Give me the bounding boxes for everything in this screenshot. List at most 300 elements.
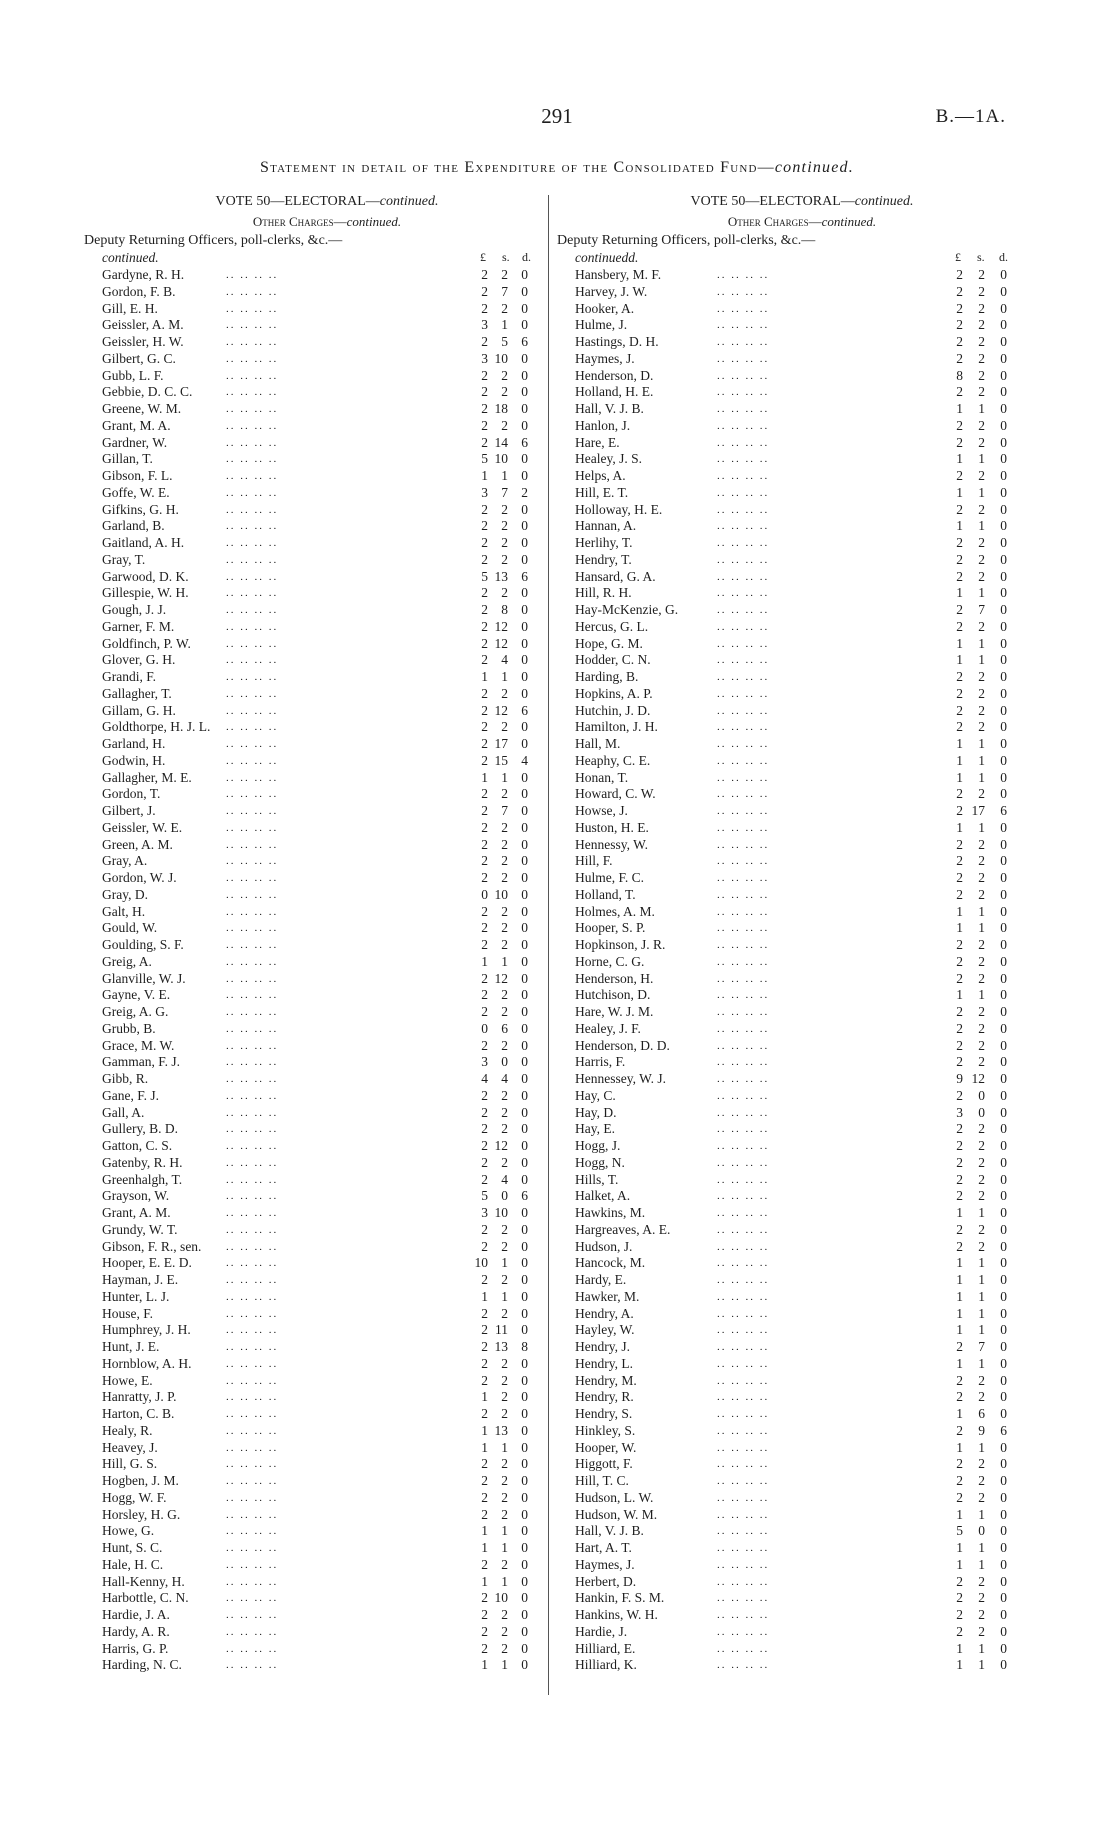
payee-name: Hunt, S. C. (102, 1540, 163, 1555)
amount-pence: 0 (1000, 702, 1007, 718)
ledger-row (84, 1239, 540, 1256)
vote-heading (114, 192, 540, 212)
amount-pence: 0 (521, 401, 528, 416)
amount-pounds: 2 (481, 652, 488, 668)
amount-pence: 0 (1000, 401, 1007, 416)
amount-shillings: 1 (501, 1439, 508, 1455)
leader-dots: .. .. .. .. (717, 1006, 770, 1018)
payee-name: Hunt, J. E. (102, 1339, 160, 1354)
amount-pence: 0 (1000, 953, 1007, 969)
ledger-row (84, 669, 540, 686)
payee-name: Garwood, D. K. (102, 568, 189, 584)
leader-dots: .. .. .. .. (226, 1190, 279, 1203)
amount-pounds: 2 (956, 334, 963, 349)
leader-dots: .. .. .. .. (717, 1073, 770, 1085)
amount-pence: 0 (1000, 618, 1007, 634)
ledger-row (84, 284, 540, 301)
payee-name: Gordon, T. (102, 786, 161, 802)
amount-shillings: 2 (501, 300, 508, 316)
amount-pence: 0 (521, 1020, 528, 1036)
ledger-row (557, 1590, 1017, 1607)
payee-name: Grant, A. M. (102, 1205, 171, 1220)
leader-dots: .. .. .. .. (717, 1575, 770, 1588)
amount-shillings: 2 (978, 283, 985, 299)
payee-name: Geissler, A. M. (102, 317, 184, 333)
ledger-row (84, 1574, 540, 1591)
amount-shillings: 2 (978, 1372, 985, 1388)
amount-pence: 0 (521, 1171, 528, 1187)
ledger-row (557, 384, 1017, 401)
section-continued-row (84, 250, 540, 267)
amount-pence: 0 (521, 652, 528, 668)
amount-shillings: 2 (501, 819, 508, 835)
amount-pence: 0 (521, 1406, 528, 1421)
amount-pounds: 1 (481, 1573, 488, 1589)
leader-dots: .. .. .. .. (226, 1207, 279, 1219)
ledger-row (84, 1540, 540, 1557)
amount-shillings: 12 (494, 702, 508, 718)
amount-pounds: 1 (481, 669, 488, 684)
amount-pounds: 2 (481, 1640, 488, 1656)
amount-pounds: 2 (956, 1473, 963, 1488)
amount-pounds: 2 (481, 903, 488, 919)
amount-pence: 0 (521, 1138, 528, 1153)
ledger-row (557, 770, 1017, 787)
amount-pounds: 1 (956, 1640, 963, 1656)
amount-shillings: 2 (978, 1489, 985, 1505)
payee-name: Galt, H. (102, 903, 146, 919)
leader-dots: .. .. .. .. (226, 1022, 279, 1035)
amount-pence: 0 (1000, 1272, 1007, 1287)
leader-dots: .. .. .. .. (717, 1458, 770, 1471)
payee-name: Hill, R. H. (575, 585, 632, 601)
leader-dots: .. .. .. .. (226, 1274, 279, 1286)
amount-shillings: 1 (501, 1523, 508, 1539)
payee-name: Harris, F. (575, 1054, 626, 1070)
ledger-row (84, 1523, 540, 1540)
leader-dots: .. .. .. .. (717, 771, 770, 784)
ledger-row (557, 1356, 1017, 1373)
amount-pounds: 2 (956, 1054, 963, 1070)
leader-dots: .. .. .. .. (226, 436, 279, 449)
leader-dots: .. .. .. .. (717, 352, 770, 365)
leader-dots: .. .. .. .. (226, 1408, 279, 1420)
ledger-row (84, 770, 540, 787)
amount-pounds: 2 (481, 518, 488, 534)
amount-pence: 0 (521, 585, 528, 601)
payee-name: Healey, J. S. (575, 451, 642, 467)
amount-shillings: 18 (494, 401, 508, 416)
amount-shillings: 12 (494, 635, 508, 651)
payee-name: Gardner, W. (102, 434, 168, 450)
amount-shillings: 2 (978, 535, 985, 550)
ledger-row (84, 1188, 540, 1205)
payee-name: Howe, E. (102, 1372, 153, 1388)
payee-name: Hanlon, J. (575, 417, 631, 433)
amount-shillings: 2 (978, 1138, 985, 1153)
amount-shillings: 2 (978, 468, 985, 483)
ledger-row (84, 384, 540, 401)
amount-shillings: 8 (501, 602, 508, 617)
amount-pounds: 2 (481, 1238, 488, 1254)
leader-dots: .. .. .. .. (226, 989, 279, 1002)
amount-pounds: 2 (481, 334, 488, 349)
ledger-row (84, 502, 540, 519)
leader-dots: .. .. .. .. (717, 403, 770, 415)
leader-dots: .. .. .. .. (717, 1659, 770, 1672)
amount-pounds: 1 (956, 1255, 963, 1271)
amount-pounds: 2 (956, 1238, 963, 1254)
amount-pence: 0 (521, 1607, 528, 1622)
ledger-row (557, 703, 1017, 720)
amount-pounds: 2 (956, 1037, 963, 1053)
amount-pounds: 2 (481, 501, 488, 517)
amount-pence: 0 (521, 283, 528, 299)
amount-pounds: 2 (956, 317, 963, 333)
amount-pounds: 3 (956, 1104, 963, 1120)
amount-pounds: 2 (481, 618, 488, 634)
amount-pence: 0 (1000, 1238, 1007, 1254)
amount-shillings: 1 (501, 669, 508, 684)
leader-dots: .. .. .. .. (226, 1257, 279, 1270)
amount-pounds: 1 (956, 401, 963, 416)
amount-pence: 6 (521, 434, 528, 450)
amount-pence: 0 (1000, 752, 1007, 768)
statement-heading (0, 159, 1114, 177)
ledger-row (84, 1272, 540, 1289)
ledger-row (84, 1607, 540, 1624)
payee-name: Green, A. M. (102, 836, 173, 852)
amount-shillings: 2 (501, 1238, 508, 1254)
payee-name: Hendry, T. (575, 551, 632, 567)
amount-pence: 0 (521, 719, 528, 735)
ledger-row (84, 1624, 540, 1641)
amount-shillings: 1 (501, 1573, 508, 1589)
ledger-row (557, 1557, 1017, 1574)
ledger-row (84, 1004, 540, 1021)
amount-pounds: 2 (481, 283, 488, 299)
ledger-row (557, 1624, 1017, 1641)
amount-pounds: 2 (481, 1154, 488, 1170)
amount-pence: 0 (521, 1439, 528, 1455)
amount-pounds: 2 (481, 635, 488, 651)
amount-shillings: 2 (501, 384, 508, 400)
ledger-row (557, 1222, 1017, 1239)
leader-dots: .. .. .. .. (717, 754, 770, 767)
ledger-row (557, 1641, 1017, 1658)
payee-name: Hare, W. J. M. (575, 1004, 654, 1019)
amount-pence: 0 (521, 635, 528, 651)
amount-pounds: 1 (481, 1288, 488, 1304)
amount-pounds: 2 (481, 1004, 488, 1019)
leader-dots: .. .. .. .. (226, 888, 279, 901)
amount-shillings: 2 (978, 1607, 985, 1622)
pence-header: d. (522, 250, 531, 264)
payee-name: Haymes, J. (575, 1556, 635, 1572)
amount-pounds: 2 (481, 803, 488, 818)
amount-shillings: 1 (501, 1540, 508, 1555)
amount-pence: 0 (521, 769, 528, 785)
statement-heading-text: Statement in detail of the Expenditure of the Consolidated Fund— (260, 159, 775, 176)
amount-pounds: 2 (956, 551, 963, 567)
payee-name: Gifkins, G. H. (102, 501, 179, 517)
amount-shillings: 2 (978, 719, 985, 735)
amount-pence: 0 (521, 1623, 528, 1639)
leader-dots: .. .. .. .. (717, 386, 770, 399)
amount-shillings: 1 (978, 1272, 985, 1287)
amount-pence: 0 (1000, 819, 1007, 835)
ledger-row (557, 753, 1017, 770)
amount-pounds: 2 (481, 1104, 488, 1120)
amount-shillings: 2 (978, 937, 985, 952)
ledger-row (557, 552, 1017, 569)
ledger-row (84, 686, 540, 703)
payee-name: Hudson, J. (575, 1238, 633, 1254)
leader-dots: .. .. .. .. (226, 1625, 279, 1638)
amount-shillings: 1 (501, 317, 508, 333)
leader-dots: .. .. .. .. (717, 470, 770, 482)
ledger-row (84, 1473, 540, 1490)
payee-name: Greig, A. (102, 953, 152, 969)
payee-name: Hendry, J. (575, 1339, 630, 1354)
amount-shillings: 2 (978, 317, 985, 333)
payee-list (557, 267, 1017, 1674)
ledger-row (84, 1155, 540, 1172)
leader-dots: .. .. .. .. (717, 1240, 770, 1253)
payee-name: Haymes, J. (575, 350, 635, 366)
amount-shillings: 10 (494, 1205, 508, 1220)
payee-name: Hare, E. (575, 434, 620, 450)
leader-dots: .. .. .. .. (226, 1558, 279, 1571)
amount-pounds: 10 (474, 1255, 488, 1271)
payee-name: Hogg, N. (575, 1154, 625, 1170)
amount-pence: 0 (1000, 886, 1007, 902)
amount-pounds: 2 (956, 937, 963, 952)
payee-name: Hooper, W. (575, 1439, 637, 1455)
payee-name: Hardy, A. R. (102, 1623, 170, 1639)
leader-dots: .. .. .. .. (226, 1609, 279, 1621)
amount-pounds: 2 (481, 1138, 488, 1153)
charges-heading-continued: continued. (346, 214, 402, 229)
amount-shillings: 2 (978, 702, 985, 718)
amount-pence: 0 (1000, 1154, 1007, 1170)
payee-name: Gebbie, D. C. C. (102, 384, 193, 400)
ledger-row (557, 1456, 1017, 1473)
payee-name: Gray, D. (102, 886, 148, 902)
leader-dots: .. .. .. .. (717, 855, 770, 868)
amount-pounds: 1 (956, 652, 963, 668)
payee-name: Hill, G. S. (102, 1456, 158, 1472)
amount-pence: 0 (521, 1523, 528, 1539)
amount-pence: 0 (521, 1389, 528, 1405)
amount-shillings: 12 (494, 970, 508, 986)
amount-pounds: 0 (481, 886, 488, 902)
amount-pounds: 2 (956, 618, 963, 634)
leader-dots: .. .. .. .. (717, 1508, 770, 1521)
leader-dots: .. .. .. .. (717, 285, 770, 298)
payee-name: Hudson, L. W. (575, 1489, 654, 1505)
payee-name: Hill, E. T. (575, 484, 629, 500)
payee-name: Gill, E. H. (102, 300, 158, 316)
payee-name: Hardy, E. (575, 1272, 627, 1287)
payee-name: Gibson, F. L. (102, 468, 173, 483)
amount-shillings: 1 (978, 635, 985, 651)
payee-name: Herlihy, T. (575, 535, 633, 550)
amount-shillings: 5 (501, 334, 508, 349)
leader-dots: .. .. .. .. (717, 1307, 770, 1320)
payee-name: Howe, G. (102, 1523, 155, 1539)
ledger-row (557, 1389, 1017, 1406)
ledger-row (84, 1423, 540, 1440)
leader-dots: .. .. .. .. (717, 1290, 770, 1303)
leader-dots: .. .. .. .. (717, 369, 770, 382)
payee-name: Herbert, D. (575, 1573, 637, 1589)
ledger-row (557, 1021, 1017, 1038)
leader-dots: .. .. .. .. (717, 1625, 770, 1638)
leader-dots: .. .. .. .. (226, 553, 279, 566)
leader-dots: .. .. .. .. (717, 721, 770, 734)
amount-shillings: 7 (501, 283, 508, 299)
amount-pounds: 2 (956, 1590, 963, 1606)
amount-shillings: 2 (501, 267, 508, 282)
amount-shillings: 7 (501, 803, 508, 818)
payee-name: Gordon, W. J. (102, 870, 177, 885)
ledger-row (84, 619, 540, 636)
leader-dots: .. .. .. .. (717, 888, 770, 901)
amount-pounds: 2 (481, 836, 488, 852)
amount-pounds: 2 (481, 434, 488, 450)
amount-pounds: 2 (481, 1037, 488, 1053)
amount-pence: 0 (521, 1456, 528, 1472)
ledger-row (84, 1490, 540, 1507)
amount-pounds: 1 (481, 1540, 488, 1555)
amount-pounds: 2 (956, 1339, 963, 1354)
amount-shillings: 0 (501, 1188, 508, 1204)
ledger-row (84, 971, 540, 988)
amount-pence: 0 (1000, 317, 1007, 333)
leader-dots: .. .. .. .. (226, 520, 279, 533)
payee-name: Hudson, W. M. (575, 1506, 658, 1522)
amount-pence: 0 (1000, 937, 1007, 952)
amount-shillings: 2 (501, 685, 508, 701)
column-divider (548, 195, 549, 1695)
amount-pence: 0 (1000, 1205, 1007, 1220)
amount-shillings: 1 (978, 518, 985, 534)
ledger-row (84, 1121, 540, 1138)
amount-shillings: 2 (501, 1623, 508, 1639)
leader-dots: .. .. .. .. (717, 436, 770, 449)
ledger-row (557, 1071, 1017, 1088)
payee-name: Hay, E. (575, 1121, 615, 1137)
payee-name: Hulme, J. (575, 317, 628, 333)
amount-pounds: 2 (481, 752, 488, 768)
amount-shillings: 2 (978, 300, 985, 316)
amount-shillings: 12 (971, 1071, 985, 1086)
amount-pounds: 2 (956, 535, 963, 550)
amount-pounds: 2 (481, 870, 488, 885)
leader-dots: .. .. .. .. (226, 419, 279, 432)
amount-pounds: 2 (481, 1456, 488, 1472)
ledger-row (557, 1306, 1017, 1323)
amount-shillings: 2 (978, 267, 985, 282)
amount-pounds: 2 (481, 1590, 488, 1606)
payee-name: Gillam, G. H. (102, 702, 176, 718)
amount-pounds: 2 (481, 1623, 488, 1639)
leader-dots: .. .. .. .. (226, 955, 279, 968)
amount-pounds: 2 (481, 1556, 488, 1572)
amount-shillings: 1 (978, 1556, 985, 1572)
payee-name: Harton, C. B. (102, 1406, 175, 1421)
ledger-row (557, 351, 1017, 368)
amount-pence: 0 (521, 535, 528, 550)
amount-pence: 0 (521, 317, 528, 333)
ledger-row (557, 652, 1017, 669)
amount-pence: 0 (1000, 283, 1007, 299)
amount-pence: 0 (521, 1238, 528, 1254)
payee-name: Hall, V. J. B. (575, 1523, 644, 1539)
ledger-row (84, 1306, 540, 1323)
amount-pence: 2 (521, 484, 528, 500)
leader-dots: .. .. .. .. (717, 1022, 770, 1035)
leader-dots: .. .. .. .. (717, 1039, 770, 1052)
amount-pounds: 1 (956, 1322, 963, 1338)
amount-pence: 0 (1000, 1054, 1007, 1070)
ledger-row (557, 1272, 1017, 1289)
vote-heading (587, 192, 1017, 212)
amount-shillings: 7 (978, 1339, 985, 1354)
amount-pence: 0 (521, 669, 528, 684)
leader-dots: .. .. .. .. (226, 1592, 279, 1605)
ledger-row (557, 502, 1017, 519)
ledger-row (84, 317, 540, 334)
leader-dots: .. .. .. .. (717, 1324, 770, 1337)
leader-dots: .. .. .. .. (226, 721, 279, 734)
ledger-row (557, 803, 1017, 820)
leader-dots: .. .. .. .. (226, 302, 279, 315)
amount-shillings: 2 (501, 853, 508, 869)
amount-shillings: 2 (978, 384, 985, 400)
amount-shillings: 1 (978, 1439, 985, 1455)
amount-pence: 0 (1000, 417, 1007, 433)
payee-name: Humphrey, J. H. (102, 1322, 191, 1338)
amount-pounds: 8 (956, 367, 963, 383)
amount-pounds: 1 (956, 769, 963, 785)
amount-pence: 0 (1000, 903, 1007, 919)
ledger-row (557, 1540, 1017, 1557)
payee-name: Heavey, J. (102, 1439, 158, 1455)
amount-pounds: 2 (481, 1406, 488, 1421)
leader-dots: .. .. .. .. (717, 788, 770, 801)
leader-dots: .. .. .. .. (226, 1140, 279, 1152)
amount-shillings: 2 (501, 501, 508, 517)
payee-name: Gamman, F. J. (102, 1054, 181, 1070)
amount-pounds: 2 (481, 1322, 488, 1338)
ledger-row (84, 585, 540, 602)
ledger-row (84, 435, 540, 452)
amount-shillings: 2 (501, 1506, 508, 1522)
amount-pounds: 2 (956, 1171, 963, 1187)
amount-pence: 0 (1000, 736, 1007, 751)
leader-dots: .. .. .. .. (717, 1558, 770, 1571)
amount-shillings: 1 (978, 401, 985, 416)
leader-dots: .. .. .. .. (226, 1391, 279, 1404)
ledger-row (84, 1356, 540, 1373)
amount-pounds: 2 (956, 267, 963, 282)
amount-pounds: 1 (956, 1506, 963, 1522)
amount-shillings: 2 (978, 1188, 985, 1204)
amount-shillings: 2 (501, 1473, 508, 1488)
page-reference: B.—1A. (935, 106, 1006, 127)
